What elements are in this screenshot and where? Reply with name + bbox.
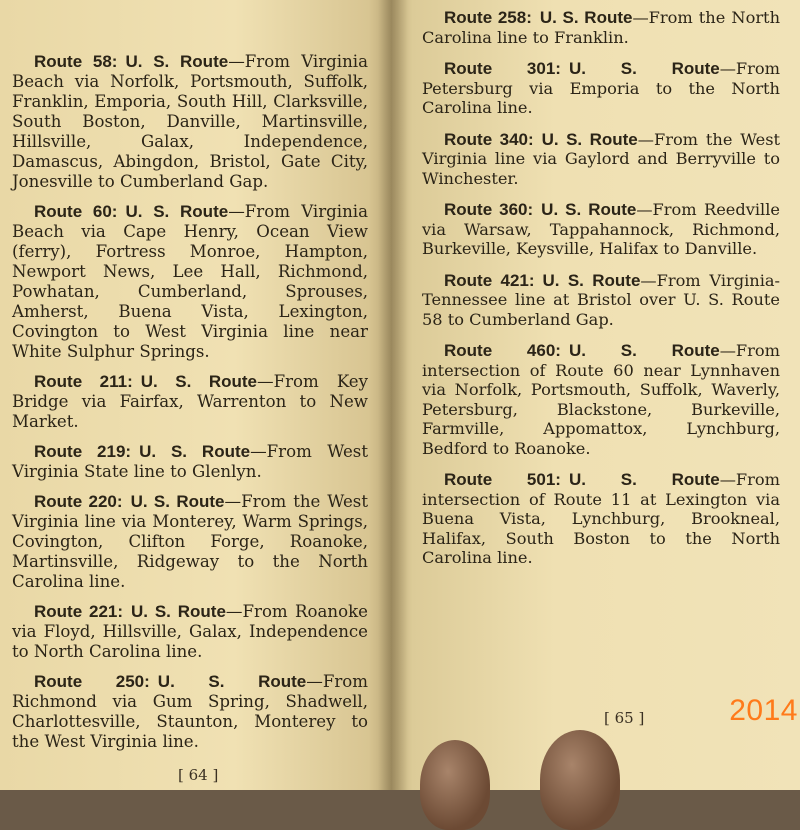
route-description: —From Virginia Beach via Cape Henry, Ocean View (ferry), Fortress Monroe, Hampton, Newport News, Lee Hall, Richmond, Powhatan, Cumberland, Sprouses, Amherst, Buena Vista, Lexington, Covington to West Virginia line near White Sulphur Springs. [12, 202, 368, 361]
date-stamp: 2014 [729, 694, 798, 727]
route-number: Route 219: [34, 442, 132, 461]
route-entry [422, 470, 780, 568]
route-description: —From Virginia Beach via Norfolk, Portsmouth, Suffolk, Franklin, Emporia, South Hill, Clarksville, South Boston, Danville, Martinsville, Hillsville, Galax, Independence, Damascus, Abingdon, Bristol, Gate City, Jonesville to Cumberland Gap. [12, 52, 368, 191]
right-page [392, 0, 800, 790]
route-description: —From the North Carolina line to Franklin. [422, 8, 780, 47]
route-number: Route 360: [444, 200, 534, 219]
route-number: Route 460: [444, 341, 561, 360]
route-description: —From intersection of Route 11 at Lexington via Buena Vista, Lynchburg, Brookneal, Halifax, South Boston to the North Carolina line. [422, 470, 780, 567]
route-number: Route 258: [444, 8, 532, 27]
route-description: —From the West Virginia line via Monterey, Warm Springs, Covington, Clifton Forge, Roanoke, Martinsville, Ridgeway to the North Carolina line. [12, 492, 368, 591]
route-entry [422, 200, 780, 259]
route-description: —From the West Virginia line via Gaylord and Berryville to Winchester. [422, 129, 781, 188]
route-number: Route 221: [34, 602, 124, 621]
route-entry [422, 341, 780, 458]
route-number: Route 340: [444, 129, 534, 149]
route-type: U. S. Route [125, 202, 229, 221]
route-type: U. S. Route [539, 8, 633, 27]
route-entry [422, 271, 780, 330]
page-number-left: [ 64 ] [178, 766, 219, 784]
route-number: Route 250: [34, 672, 150, 691]
route-description: —From Key Bridge via Fairfax, Warrenton to New Market. [12, 372, 368, 431]
route-number: Route 58: [34, 52, 118, 71]
route-type: U. S. Route [568, 341, 720, 360]
route-description: —From Richmond via Gum Spring, Shadwell, Charlottesville, Staunton, Monterey to the West Virginia line. [12, 672, 368, 751]
route-entry [12, 202, 368, 362]
route-type: U. S. Route [130, 492, 225, 511]
route-number: Route 501: [444, 470, 561, 489]
route-entry [422, 130, 780, 189]
route-description: —From Virginia-Tennessee line at Bristol over U. S. Route 58 to Cumberland Gap. [422, 270, 780, 329]
route-type: U. S. Route [131, 602, 226, 621]
route-description: —From intersection of Route 60 near Lynnhaven via Norfolk, Portsmouth, Suffolk, Waverly, Petersburg, Blackstone, Burkeville, Farmville, Appomattox, Lynchburg, Bedford to Roanoke. [422, 341, 780, 458]
route-entry [12, 52, 368, 192]
route-entry [12, 672, 368, 752]
route-type: U. S. Route [568, 59, 720, 78]
page-number-right: [ 65 ] [604, 709, 645, 727]
book-gutter [378, 0, 408, 790]
route-number: Route 60: [34, 202, 118, 221]
left-page [0, 0, 392, 790]
route-description: —From Roanoke via Floyd, Hillsville, Galax, Independence to North Carolina line. [12, 602, 368, 661]
route-type: U. S. Route [541, 129, 638, 149]
route-type: U. S. Route [541, 200, 637, 219]
route-entry [12, 372, 368, 432]
route-number: Route 301: [444, 59, 561, 78]
route-entry [12, 492, 368, 592]
route-number: Route 421: [444, 270, 535, 290]
route-type: U. S. Route [139, 442, 251, 461]
route-number: Route 220: [34, 492, 123, 511]
route-entry [422, 8, 780, 47]
route-type: U. S. Route [157, 672, 307, 691]
route-type: U. S. Route [568, 470, 720, 489]
route-type: U. S. Route [140, 372, 258, 391]
route-type: U. S. Route [542, 270, 641, 290]
route-entry [422, 59, 780, 118]
route-description: —From West Virginia State line to Glenlyn. [12, 442, 368, 481]
route-description: —From Petersburg via Emporia to the North Carolina line. [422, 59, 780, 117]
route-description: —From Reedville via Warsaw, Tappahannock, Richmond, Burkeville, Keysville, Halifax to Danville. [422, 200, 780, 258]
route-type: U. S. Route [125, 52, 229, 71]
route-entry [12, 602, 368, 662]
route-number: Route 211: [34, 372, 133, 391]
route-entry [12, 442, 368, 482]
